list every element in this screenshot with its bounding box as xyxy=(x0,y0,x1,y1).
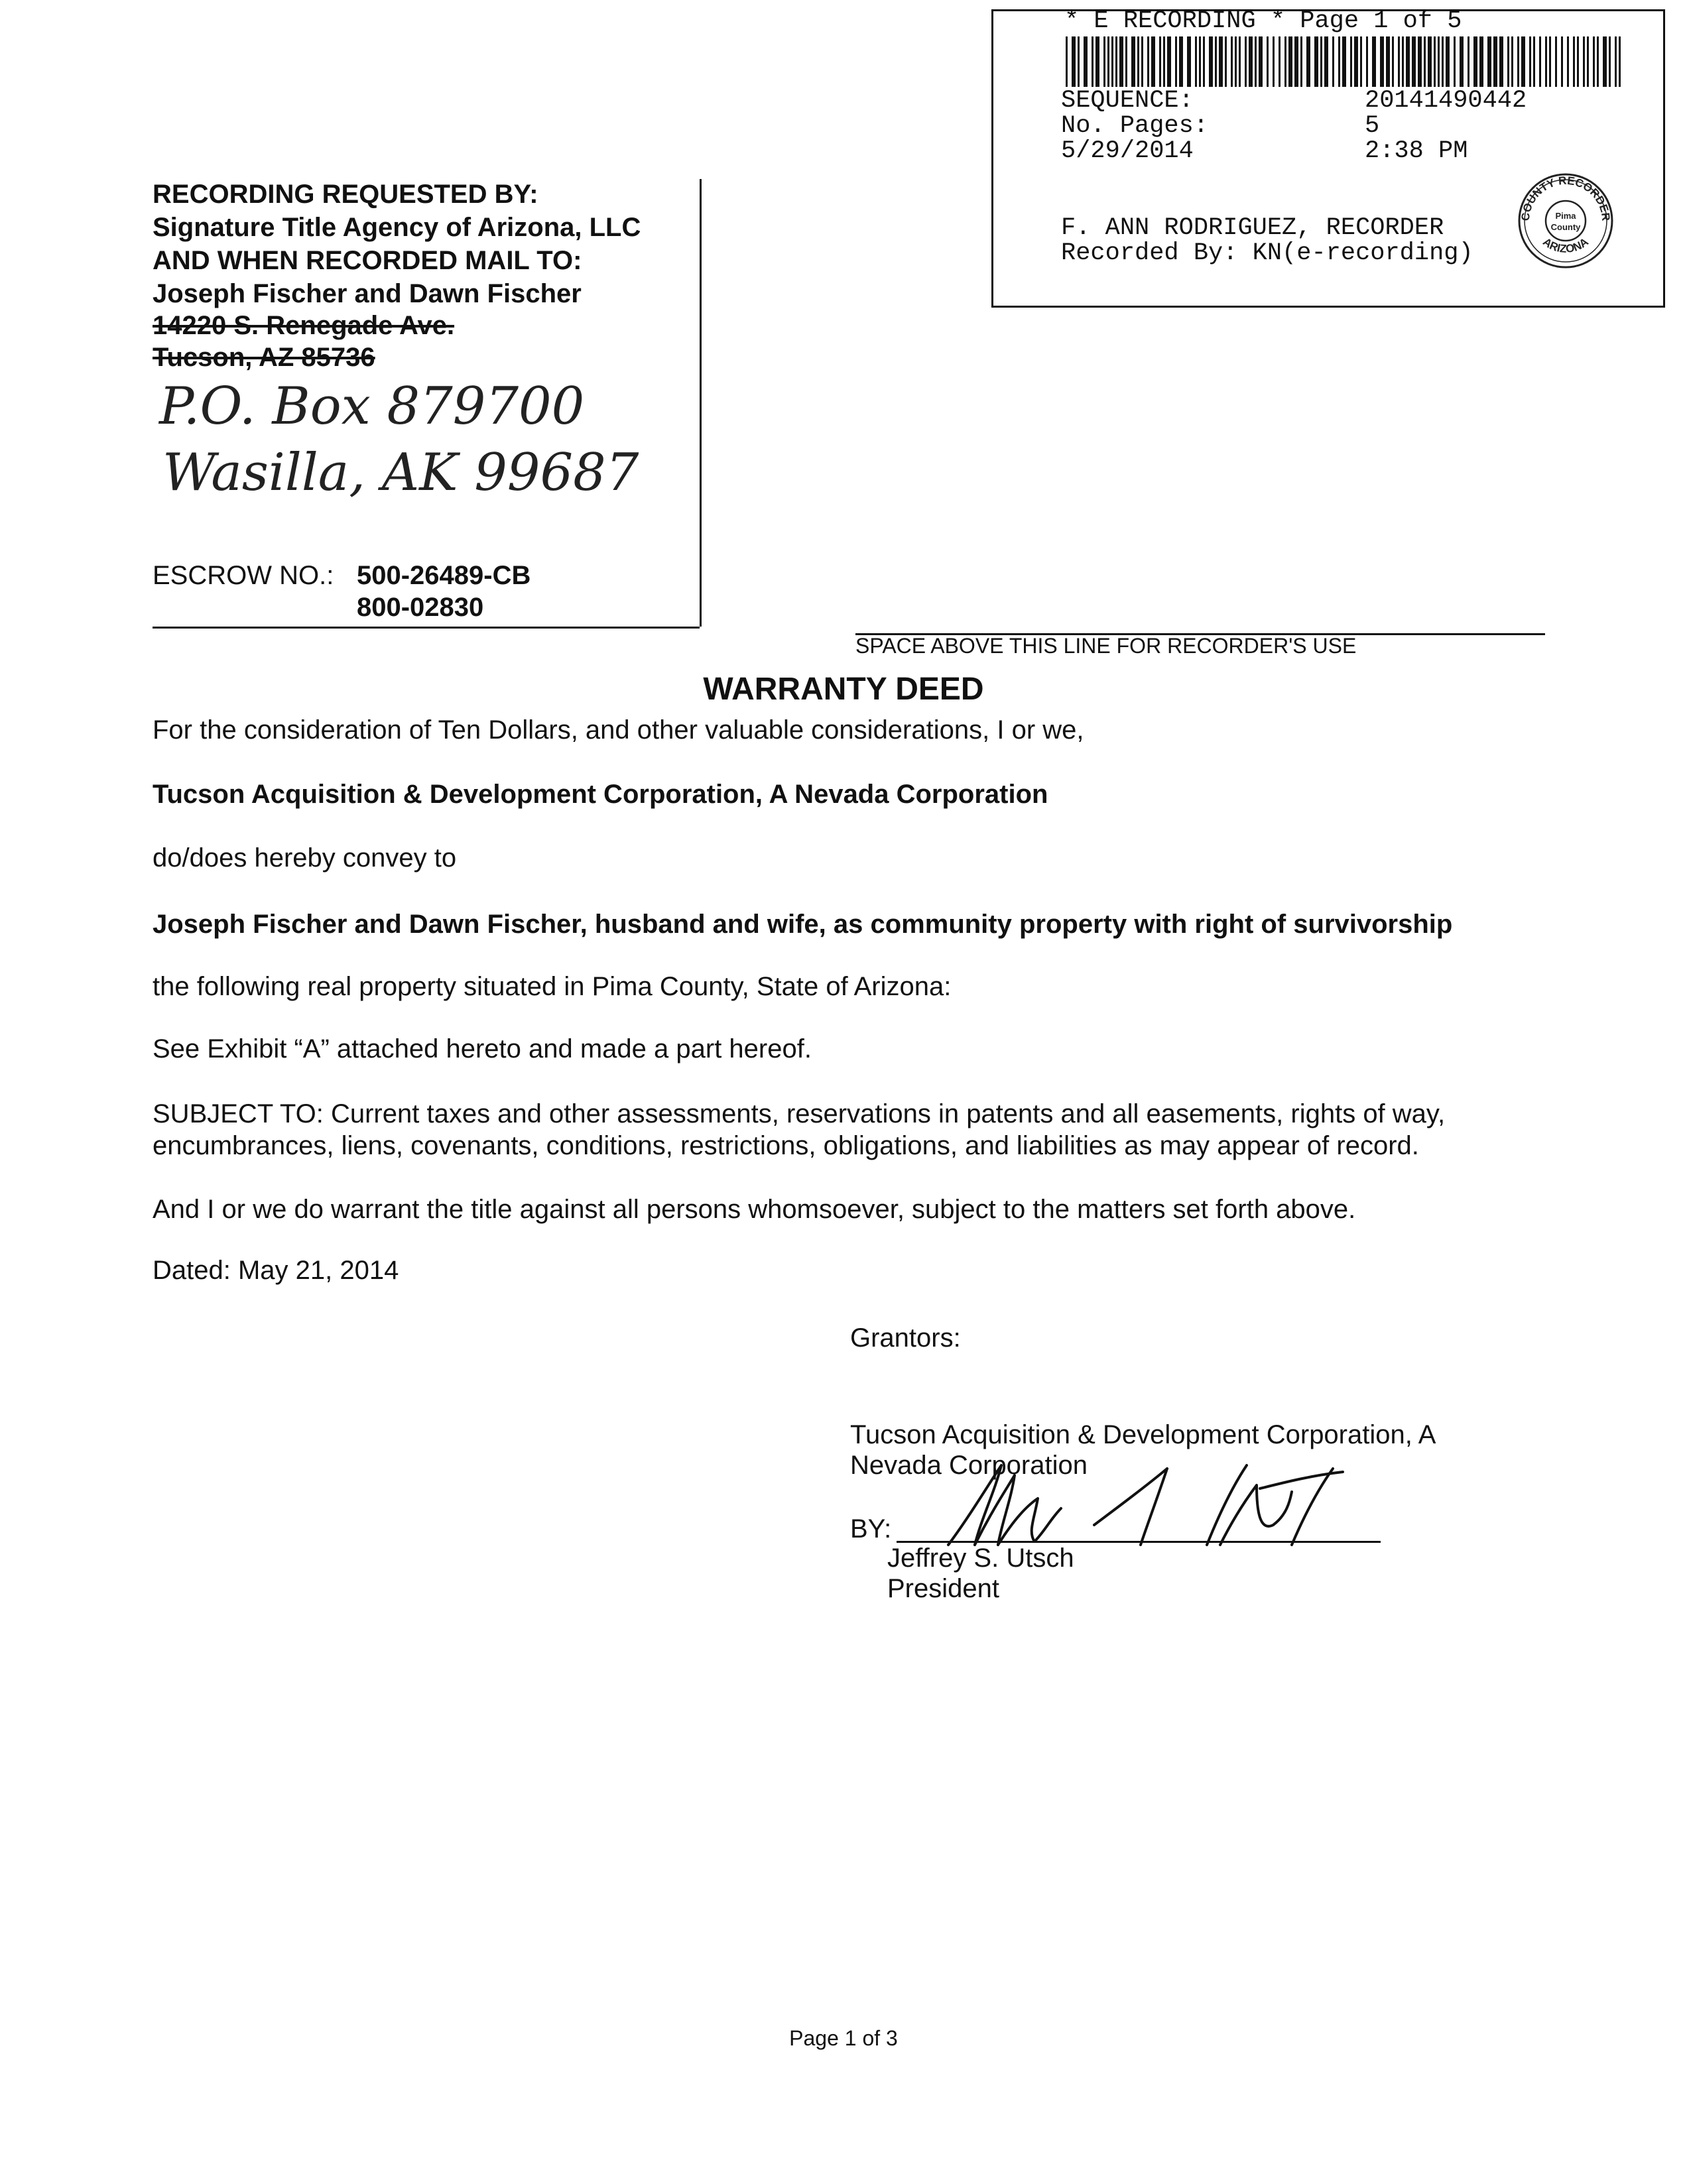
old-address-line1: 14220 S. Renegade Ave. xyxy=(153,311,455,340)
barcode-bar xyxy=(1119,36,1123,87)
barcode-bar xyxy=(1561,36,1563,87)
barcode-bar xyxy=(1141,36,1143,87)
barcode-bar xyxy=(1438,36,1440,87)
barcode-bar xyxy=(1412,36,1416,87)
by-label: BY: xyxy=(850,1514,892,1544)
old-address-line2: Tucson, AZ 85736 xyxy=(153,343,375,372)
barcode-bar xyxy=(1179,36,1183,87)
dated-text: Dated: May 21, 2014 xyxy=(153,1256,399,1285)
barcode-bar xyxy=(1249,36,1253,87)
barcode-bar xyxy=(1619,36,1621,87)
escrow-no-2: 800-02830 xyxy=(357,593,484,622)
barcode-bar xyxy=(1279,36,1281,87)
barcode-bar xyxy=(1203,36,1205,87)
barcode-bar xyxy=(1386,36,1390,87)
barcode-bar xyxy=(1360,36,1362,87)
barcode-bar xyxy=(1187,36,1191,87)
handwritten-address-line2: Wasilla, AK 99687 xyxy=(162,443,639,503)
barcode-bar xyxy=(1424,36,1426,87)
subject-to-line2: encumbrances, liens, covenants, conditions, restrictions, obligations, and liabilities as may appear of record. xyxy=(153,1131,1419,1160)
sequence-value: 20141490442 xyxy=(1365,87,1527,115)
property-location-text: the following real property situated in Pima County, State of Arizona: xyxy=(153,972,952,1001)
county-seal-icon xyxy=(1516,171,1615,271)
barcode-bar xyxy=(1137,36,1139,87)
barcode-bar xyxy=(1350,36,1352,87)
barcode-bar xyxy=(1555,36,1557,87)
barcode-bar xyxy=(1147,36,1149,87)
barcode-bar xyxy=(1366,36,1368,87)
barcode-bar xyxy=(1163,36,1165,87)
barcode-bar xyxy=(1609,36,1611,87)
barcode-bar xyxy=(1159,36,1161,87)
record-time: 2:38 PM xyxy=(1365,137,1468,165)
barcode-bar xyxy=(1380,36,1384,87)
recorded-by: Recorded By: KN(e-recording) xyxy=(1061,239,1473,267)
barcode-bar xyxy=(1267,36,1269,87)
barcode-bar xyxy=(1175,36,1177,87)
recorder-space-label: SPACE ABOVE THIS LINE FOR RECORDER'S USE xyxy=(855,634,1357,658)
barcode-bar xyxy=(1583,36,1585,87)
pages-value: 5 xyxy=(1365,112,1380,140)
stamp-header: * E RECORDING * Page 1 of 5 xyxy=(1064,7,1462,35)
recorder-space-rule-left xyxy=(153,627,700,629)
barcode-bar xyxy=(1615,36,1617,87)
barcode-bar xyxy=(1342,36,1346,87)
barcode-bar xyxy=(1092,36,1093,87)
barcode-bar xyxy=(1231,36,1233,87)
requested-by-label: RECORDING REQUESTED BY: xyxy=(153,180,538,209)
barcode-bar xyxy=(1428,36,1432,87)
barcode-bar xyxy=(1521,36,1525,87)
barcode-bar xyxy=(1084,36,1088,87)
exhibit-text: See Exhibit “A” attached hereto and made a part hereof. xyxy=(153,1034,812,1063)
seal-inner-1: Pima xyxy=(1555,211,1576,221)
barcode-bar xyxy=(1398,36,1400,87)
barcode-bar xyxy=(1434,36,1436,87)
signer-name: Jeffrey S. Utsch xyxy=(887,1544,1074,1573)
signer-title: President xyxy=(887,1574,999,1603)
seal-inner-2: County xyxy=(1550,222,1581,232)
barcode-bar xyxy=(1603,36,1607,87)
grantor-name: Tucson Acquisition & Development Corporation, A Nevada Corporation xyxy=(153,780,1048,809)
page-number: Page 1 of 3 xyxy=(789,2026,898,2050)
barcode-bar xyxy=(1273,36,1275,87)
barcode-bar xyxy=(1095,36,1099,87)
barcode-bar xyxy=(1507,36,1509,87)
barcode-bar xyxy=(1372,36,1376,87)
barcode-bar xyxy=(1199,36,1201,87)
barcode-bar xyxy=(1406,36,1410,87)
barcode-bar xyxy=(1597,36,1599,87)
grantor-company-line1: Tucson Acquisition & Development Corporation, A xyxy=(850,1420,1436,1449)
barcode-bar xyxy=(1577,36,1579,87)
recorder-name: F. ANN RODRIGUEZ, RECORDER xyxy=(1061,214,1444,242)
barcode-bar xyxy=(1245,36,1247,87)
barcode-bar xyxy=(1529,36,1531,87)
barcode-bar xyxy=(1332,36,1334,87)
barcode-bar xyxy=(1587,36,1589,87)
requested-by: Signature Title Agency of Arizona, LLC xyxy=(153,213,641,242)
barcode-bar xyxy=(1511,36,1513,87)
grantee-name: Joseph Fischer and Dawn Fischer, husband and wife, as community property with right of survivorship xyxy=(153,910,1453,939)
barcode-bar xyxy=(1239,36,1241,87)
barcode-bar xyxy=(1288,36,1292,87)
barcode-bar xyxy=(1392,36,1394,87)
barcode-bar xyxy=(1215,36,1217,87)
barcode-bar xyxy=(1454,36,1456,87)
barcode-bar xyxy=(1593,36,1595,87)
barcode-bar xyxy=(1418,36,1422,87)
barcode-bar xyxy=(1539,36,1541,87)
grantor-company-line2: Nevada Corporation xyxy=(850,1451,1088,1480)
record-date: 5/29/2014 xyxy=(1061,137,1194,165)
barcode-bar xyxy=(1320,36,1322,87)
barcode xyxy=(1066,36,1623,87)
barcode-bar xyxy=(1225,36,1227,87)
barcode-bar xyxy=(1259,36,1263,87)
deed-title: WARRANTY DEED xyxy=(703,672,984,707)
grantors-label: Grantors: xyxy=(850,1323,961,1353)
barcode-bar xyxy=(1442,36,1444,87)
subject-to-line1: SUBJECT TO: Current taxes and other assessments, reservations in patents and all easements, rights of way, xyxy=(153,1099,1446,1128)
barcode-bar xyxy=(1487,36,1491,87)
barcode-bar xyxy=(1111,36,1113,87)
barcode-bar xyxy=(1219,36,1223,87)
svg-text:COUNTY RECORDER: COUNTY RECORDER xyxy=(1519,174,1613,222)
barcode-bar xyxy=(1402,36,1404,87)
barcode-bar xyxy=(1533,36,1535,87)
barcode-bar xyxy=(1072,36,1076,87)
barcode-bar xyxy=(1300,36,1302,87)
barcode-bar xyxy=(1499,36,1503,87)
pages-label: No. Pages: xyxy=(1061,112,1209,140)
barcode-bar xyxy=(1103,36,1105,87)
consideration-text: For the consideration of Ten Dollars, and other valuable considerations, I or we, xyxy=(153,715,1084,745)
convey-text: do/does hereby convey to xyxy=(153,843,457,873)
barcode-bar xyxy=(1107,36,1109,87)
barcode-bar xyxy=(1468,36,1469,87)
barcode-bar xyxy=(1338,36,1340,87)
barcode-bar xyxy=(1573,36,1575,87)
handwritten-address-line1: P.O. Box 879700 xyxy=(159,377,585,436)
barcode-bar xyxy=(1255,36,1257,87)
recorder-space-divider-vertical xyxy=(700,179,702,627)
barcode-bar xyxy=(1284,36,1286,87)
barcode-bar xyxy=(1306,36,1310,87)
escrow-label: ESCROW NO.: xyxy=(153,561,334,590)
barcode-bar xyxy=(1167,36,1171,87)
barcode-bar xyxy=(1549,36,1551,87)
barcode-bar xyxy=(1517,36,1519,87)
barcode-bar xyxy=(1131,36,1135,87)
warrant-text: And I or we do warrant the title against all persons whomsoever, subject to the matters set forth above. xyxy=(153,1195,1356,1224)
barcode-bar xyxy=(1545,36,1547,87)
barcode-bar xyxy=(1078,36,1080,87)
barcode-bar xyxy=(1195,36,1197,87)
barcode-bar xyxy=(1294,36,1298,87)
barcode-bar xyxy=(1460,36,1464,87)
escrow-no-1: 500-26489-CB xyxy=(357,561,531,590)
mail-to-label: AND WHEN RECORDED MAIL TO: xyxy=(153,246,582,275)
barcode-bar xyxy=(1567,36,1569,87)
sequence-label: SEQUENCE: xyxy=(1061,87,1194,115)
barcode-bar xyxy=(1479,36,1483,87)
barcode-bar xyxy=(1354,36,1358,87)
mail-to-name: Joseph Fischer and Dawn Fischer xyxy=(153,279,582,308)
barcode-bar xyxy=(1151,36,1155,87)
barcode-bar xyxy=(1446,36,1450,87)
barcode-bar xyxy=(1066,36,1068,87)
barcode-bar xyxy=(1235,36,1237,87)
barcode-bar xyxy=(1314,36,1318,87)
svg-text:ARIZONA: ARIZONA xyxy=(1540,235,1591,256)
barcode-bar xyxy=(1493,36,1497,87)
barcode-bar xyxy=(1125,36,1127,87)
barcode-bar xyxy=(1473,36,1477,87)
barcode-bar xyxy=(1209,36,1213,87)
barcode-bar xyxy=(1115,36,1117,87)
barcode-bar xyxy=(1324,36,1328,87)
